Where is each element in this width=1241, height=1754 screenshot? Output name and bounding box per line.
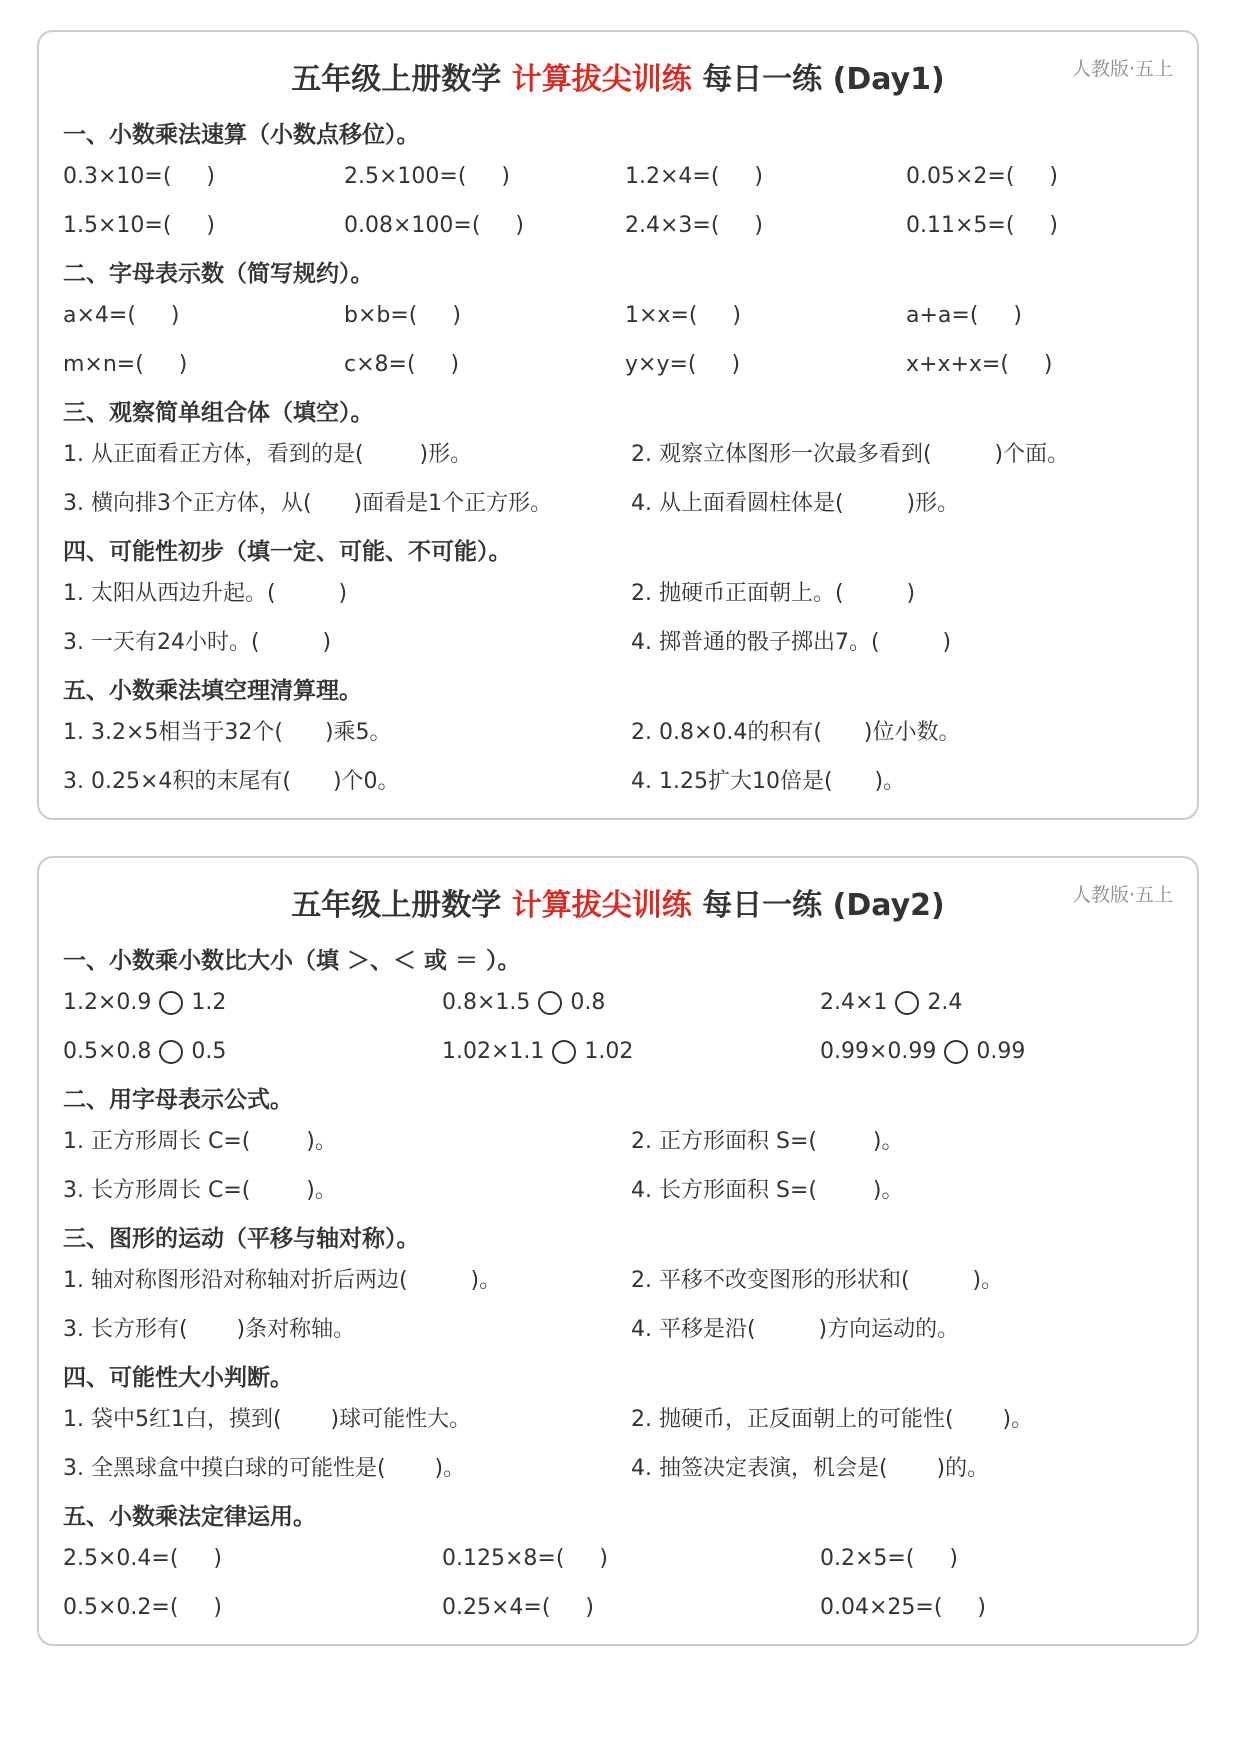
section-heading: 五、小数乘法定律运用。: [63, 1504, 316, 1530]
section-5: [63, 1502, 1173, 1642]
section-5: [63, 676, 1173, 816]
exercise-item: a+a=( ): [906, 303, 1022, 328]
exercise-item: 1. 正方形周长 C=( )。: [63, 1129, 337, 1154]
compare-right: 1.2: [191, 990, 227, 1015]
exercise-row: [63, 1266, 1173, 1315]
exercise-item: 3. 长方形周长 C=( )。: [63, 1178, 337, 1203]
worksheet-title: [39, 54, 1197, 98]
title-prefix: 五年级上册数学: [291, 62, 502, 97]
exercise-row: [63, 1593, 1173, 1642]
exercise-row: [63, 162, 1173, 211]
section-heading: 一、小数乘法速算（小数点移位）。: [63, 122, 420, 148]
worksheet-title: [39, 880, 1197, 924]
section-3: [63, 398, 1173, 538]
exercise-row: [63, 579, 1173, 628]
exercise-row: [63, 988, 1173, 1037]
exercise-item: 3. 长方形有( )条对称轴。: [63, 1317, 356, 1342]
section-2: [63, 1085, 1173, 1225]
exercise-item: 0.25×4=( ): [442, 1595, 594, 1620]
compare-item: [820, 988, 962, 1018]
exercise-item: 2.5×100=( ): [344, 164, 510, 189]
exercise-item: 4. 从上面看圆柱体是( )形。: [631, 491, 960, 516]
compare-left: 1.02×1.1: [442, 1039, 545, 1064]
worksheet-card-day1: [37, 30, 1199, 820]
exercise-item: b×b=( ): [344, 303, 461, 328]
exercise-item: 4. 长方形面积 S=( )。: [631, 1178, 904, 1203]
exercise-item: 1. 太阳从西边升起。( ): [63, 581, 348, 606]
exercise-item: 4. 抽签决定表演，机会是( )的。: [631, 1456, 990, 1481]
section-heading: 二、字母表示数（简写规约）。: [63, 261, 374, 287]
answer-circle[interactable]: [159, 991, 183, 1015]
exercise-row: [63, 1127, 1173, 1176]
compare-item: [442, 988, 605, 1018]
compare-right: 0.8: [570, 990, 606, 1015]
compare-left: 0.99×0.99: [820, 1039, 937, 1064]
answer-circle[interactable]: [944, 1040, 968, 1064]
compare-item: [820, 1037, 1025, 1067]
section-heading: 一、小数乘小数比大小（填 ＞、＜ 或 ＝ ）。: [63, 948, 521, 974]
exercise-item: 3. 0.25×4积的末尾有( )个0。: [63, 769, 400, 794]
exercise-row: [63, 1037, 1173, 1086]
exercise-item: 1. 3.2×5相当于32个( )乘5。: [63, 720, 392, 745]
exercise-item: 2. 正方形面积 S=( )。: [631, 1129, 904, 1154]
exercise-row: [63, 628, 1173, 677]
section-2: [63, 259, 1173, 399]
exercise-item: 3. 一天有24小时。( ): [63, 630, 332, 655]
section-heading: 四、可能性大小判断。: [63, 1365, 293, 1391]
exercise-item: c×8=( ): [344, 352, 460, 377]
answer-circle[interactable]: [895, 991, 919, 1015]
exercise-item: 0.05×2=( ): [906, 164, 1058, 189]
exercise-item: a×4=( ): [63, 303, 180, 328]
section-heading: 五、小数乘法填空理清算理。: [63, 678, 362, 704]
exercise-row: [63, 1176, 1173, 1225]
section-3: [63, 1224, 1173, 1364]
compare-left: 0.5×0.8: [63, 1039, 152, 1064]
exercise-item: 2.4×3=( ): [625, 213, 763, 238]
exercise-item: 1. 轴对称图形沿对称轴对折后两边( )。: [63, 1268, 502, 1293]
exercise-row: [63, 350, 1173, 399]
exercise-item: 0.08×100=( ): [344, 213, 524, 238]
exercise-row: [63, 1454, 1173, 1503]
section-heading: 三、图形的运动（平移与轴对称）。: [63, 1226, 420, 1252]
title-highlight: 计算拔尖训练: [511, 888, 692, 923]
compare-right: 0.5: [191, 1039, 227, 1064]
exercise-item: 0.5×0.2=( ): [63, 1595, 222, 1620]
exercise-item: 0.04×25=( ): [820, 1595, 986, 1620]
exercise-item: y×y=( ): [625, 352, 741, 377]
exercise-item: 1.2×4=( ): [625, 164, 763, 189]
compare-item: [63, 988, 226, 1018]
section-heading: 二、用字母表示公式。: [63, 1087, 293, 1113]
exercise-item: 0.125×8=( ): [442, 1546, 608, 1571]
compare-left: 2.4×1: [820, 990, 888, 1015]
section-4: [63, 1363, 1173, 1503]
exercise-row: [63, 718, 1173, 767]
exercise-item: 2. 0.8×0.4的积有( )位小数。: [631, 720, 961, 745]
exercise-row: [63, 767, 1173, 816]
exercise-item: 2. 抛硬币，正反面朝上的可能性( )。: [631, 1407, 1034, 1432]
exercise-item: 2. 抛硬币正面朝上。( ): [631, 581, 916, 606]
section-4: [63, 537, 1173, 677]
worksheet-card-day2: [37, 856, 1199, 1646]
exercise-item: 1×x=( ): [625, 303, 742, 328]
exercise-item: 1. 从正面看正方体，看到的是( )形。: [63, 442, 473, 467]
edition-label: 人教版·五上: [1071, 58, 1173, 80]
exercise-item: 2. 平移不改变图形的形状和( )。: [631, 1268, 1004, 1293]
exercise-row: [63, 1405, 1173, 1454]
exercise-item: m×n=( ): [63, 352, 188, 377]
exercise-row: [63, 211, 1173, 260]
compare-right: 0.99: [976, 1039, 1026, 1064]
answer-circle[interactable]: [159, 1040, 183, 1064]
title-highlight: 计算拔尖训练: [511, 62, 692, 97]
compare-item: [442, 1037, 633, 1067]
compare-left: 0.8×1.5: [442, 990, 531, 1015]
exercise-item: 1. 袋中5红1白，摸到( )球可能性大。: [63, 1407, 472, 1432]
title-suffix: 每日一练 (Day2): [702, 888, 945, 923]
exercise-row: [63, 301, 1173, 350]
exercise-item: 4. 1.25扩大10倍是( )。: [631, 769, 906, 794]
answer-circle[interactable]: [552, 1040, 576, 1064]
exercise-item: 3. 全黑球盒中摸白球的可能性是( )。: [63, 1456, 466, 1481]
section-1: [63, 946, 1173, 1086]
compare-right: 1.02: [584, 1039, 634, 1064]
exercise-item: 0.2×5=( ): [820, 1546, 958, 1571]
exercise-item: 2.5×0.4=( ): [63, 1546, 222, 1571]
exercise-item: 3. 横向排3个正方体，从( )面看是1个正方形。: [63, 491, 553, 516]
exercise-item: 1.5×10=( ): [63, 213, 215, 238]
section-1: [63, 120, 1173, 260]
exercise-row: [63, 1544, 1173, 1593]
exercise-item: 0.11×5=( ): [906, 213, 1058, 238]
compare-right: 2.4: [927, 990, 963, 1015]
exercise-row: [63, 440, 1173, 489]
compare-item: [63, 1037, 226, 1067]
section-heading: 三、观察简单组合体（填空）。: [63, 400, 374, 426]
exercise-row: [63, 489, 1173, 538]
exercise-row: [63, 1315, 1173, 1364]
title-suffix: 每日一练 (Day1): [702, 62, 945, 97]
exercise-item: x+x+x=( ): [906, 352, 1053, 377]
exercise-item: 2. 观察立体图形一次最多看到( )个面。: [631, 442, 1070, 467]
section-heading: 四、可能性初步（填一定、可能、不可能）。: [63, 539, 512, 565]
exercise-item: 0.3×10=( ): [63, 164, 215, 189]
compare-left: 1.2×0.9: [63, 990, 152, 1015]
title-prefix: 五年级上册数学: [291, 888, 502, 923]
exercise-item: 4. 平移是沿( )方向运动的。: [631, 1317, 960, 1342]
exercise-item: 4. 掷普通的骰子掷出7。( ): [631, 630, 952, 655]
edition-label: 人教版·五上: [1071, 884, 1173, 906]
answer-circle[interactable]: [538, 991, 562, 1015]
